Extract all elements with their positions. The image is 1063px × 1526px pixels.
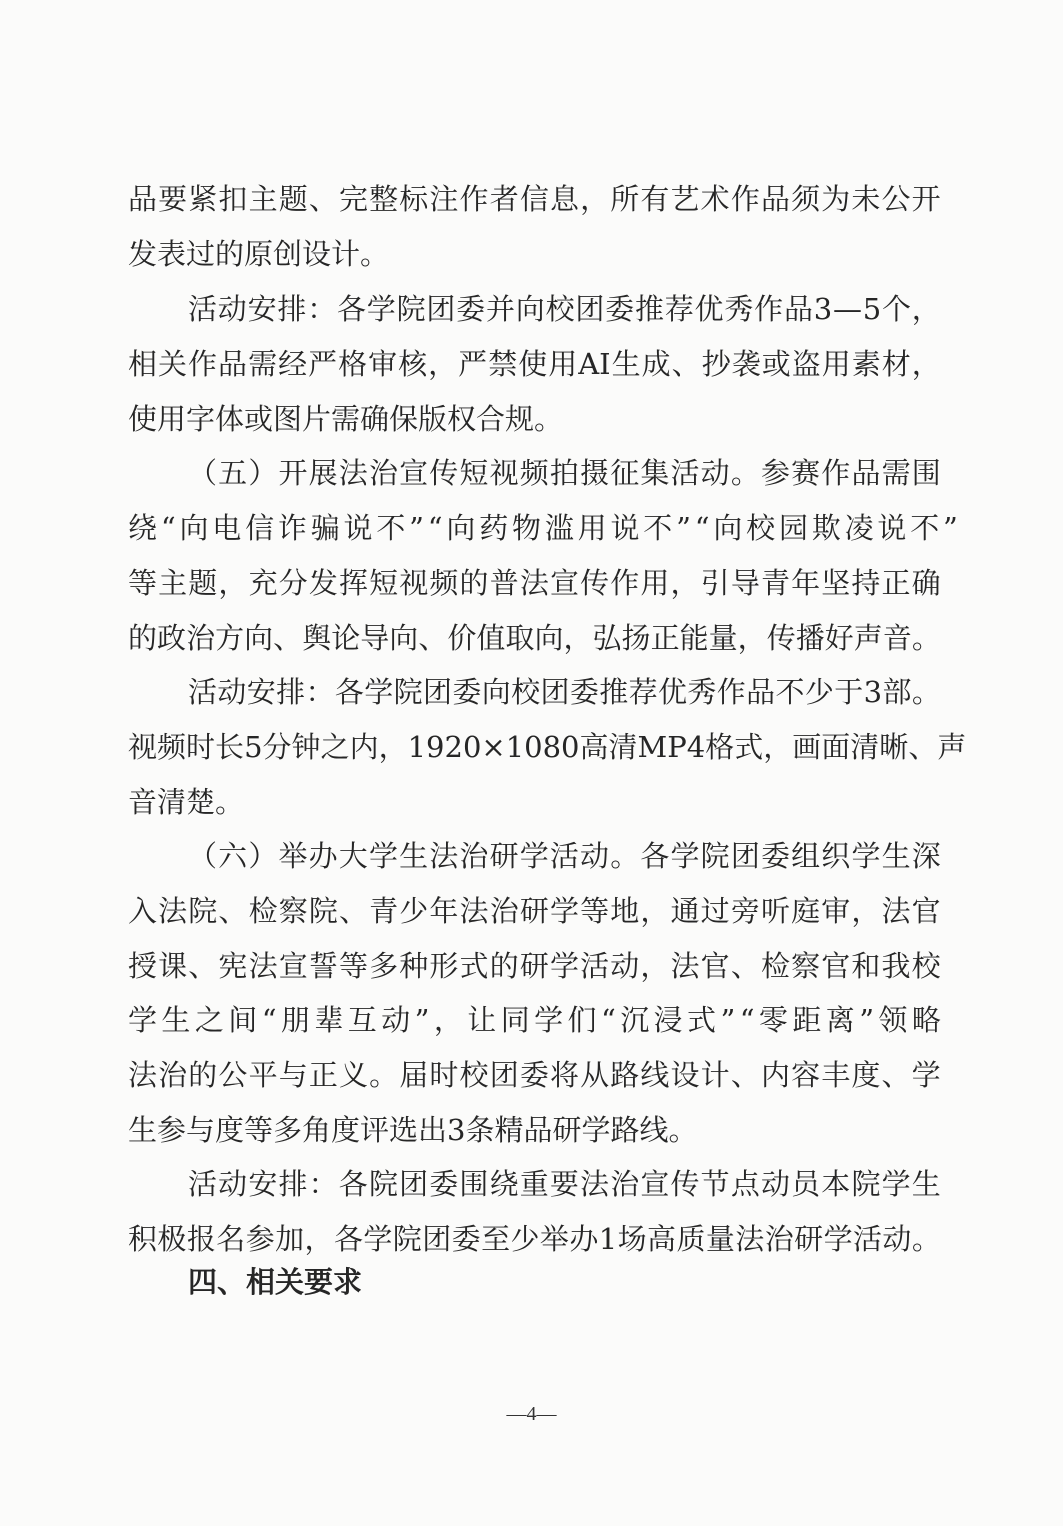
body-line-2: 发表过的原创设计。 — [128, 237, 390, 271]
body-line-10: 活 动 安 排 ： 各 学 院 团 委 向 校 团 委 推 荐 优 秀 作 品 不 少 于 3 部 。 — [188, 675, 941, 709]
body-line-9: 的 政 治 方 向 、 舆 论 导 向 、 价 值 取 向 ， 弘 扬 正 能 量 ， 传 播 好 声 音 。 — [128, 621, 941, 655]
body-line-12: 音清楚。 — [128, 785, 245, 819]
body-line-16: 学 生 之 间 “ 朋 辈 互 动 ” ， 让 同 学 们 “ 沉 浸 式 ” “ 零 距 离 ” 领 略 — [128, 1003, 941, 1037]
body-line-3: 活 动 安 排 ： 各 学 院 团 委 并 向 校 团 委 推 荐 优 秀 作 品 3 — 5 个 ， — [188, 292, 941, 326]
body-line-8: 等 主 题 ， 充 分 发 挥 短 视 频 的 普 法 宣 传 作 用 ， 引 导 青 年 坚 持 正 确 — [128, 566, 941, 600]
body-line-7: 绕 “ 向 电 信 诈 骗 说 不 ” “ 向 药 物 滥 用 说 不 ” “ 向 校 园 欺 凌 说 不 ” — [128, 511, 958, 545]
body-line-1: 品 要 紧 扣 主 题 、 完 整 标 注 作 者 信 息 ， 所 有 艺 术 作 品 须 为 未 公 开 — [128, 182, 941, 216]
body-line-11: 视 频 时 长 5 分 钟 之 内 ， 1920×1080 高 清 MP4 格 式 ， 画 面 清 晰 、 声 — [128, 730, 967, 764]
body-line-5: 使用字体或图片需确保版权合规。 — [128, 402, 564, 436]
body-line-4: 相 关 作 品 需 经 严 格 审 核 ， 严 禁 使 用 AI 生 成 、 抄 袭 或 盗 用 素 材 ， — [128, 347, 941, 381]
body-line-15: 授 课 、 宪 法 宣 誓 等 多 种 形 式 的 研 学 活 动 ， 法 官 、 检 察 官 和 我 校 — [128, 949, 941, 983]
body-line-14: 入 法 院 、 检 察 院 、 青 少 年 法 治 研 学 等 地 ， 通 过 旁 听 庭 审 ， 法 官 — [128, 894, 941, 928]
body-line-19: 活 动 安 排 ： 各 院 团 委 围 绕 重 要 法 治 宣 传 节 点 动 员 本 院 学 生 — [188, 1167, 941, 1201]
body-line-13: （ 六 ） 举 办 大 学 生 法 治 研 学 活 动 。 各 学 院 团 委 组 织 学 生 深 — [188, 839, 941, 873]
body-line-18: 生参与度等多角度评选出3条精品研学路线。 — [128, 1113, 698, 1147]
page-number: —4— — [506, 1403, 557, 1425]
body-line-17: 法 治 的 公 平 与 正 义 。 届 时 校 团 委 将 从 路 线 设 计 、 内 容 丰 度 、 学 — [128, 1058, 941, 1092]
section-heading: 四、相关要求 — [188, 1265, 363, 1299]
body-line-20: 积 极 报 名 参 加 ， 各 学 院 团 委 至 少 举 办 1 场 高 质 量 法 治 研 学 活 动 。 — [128, 1222, 941, 1256]
body-line-6: （ 五 ） 开 展 法 治 宣 传 短 视 频 拍 摄 征 集 活 动 。 参 赛 作 品 需 围 — [188, 456, 941, 490]
